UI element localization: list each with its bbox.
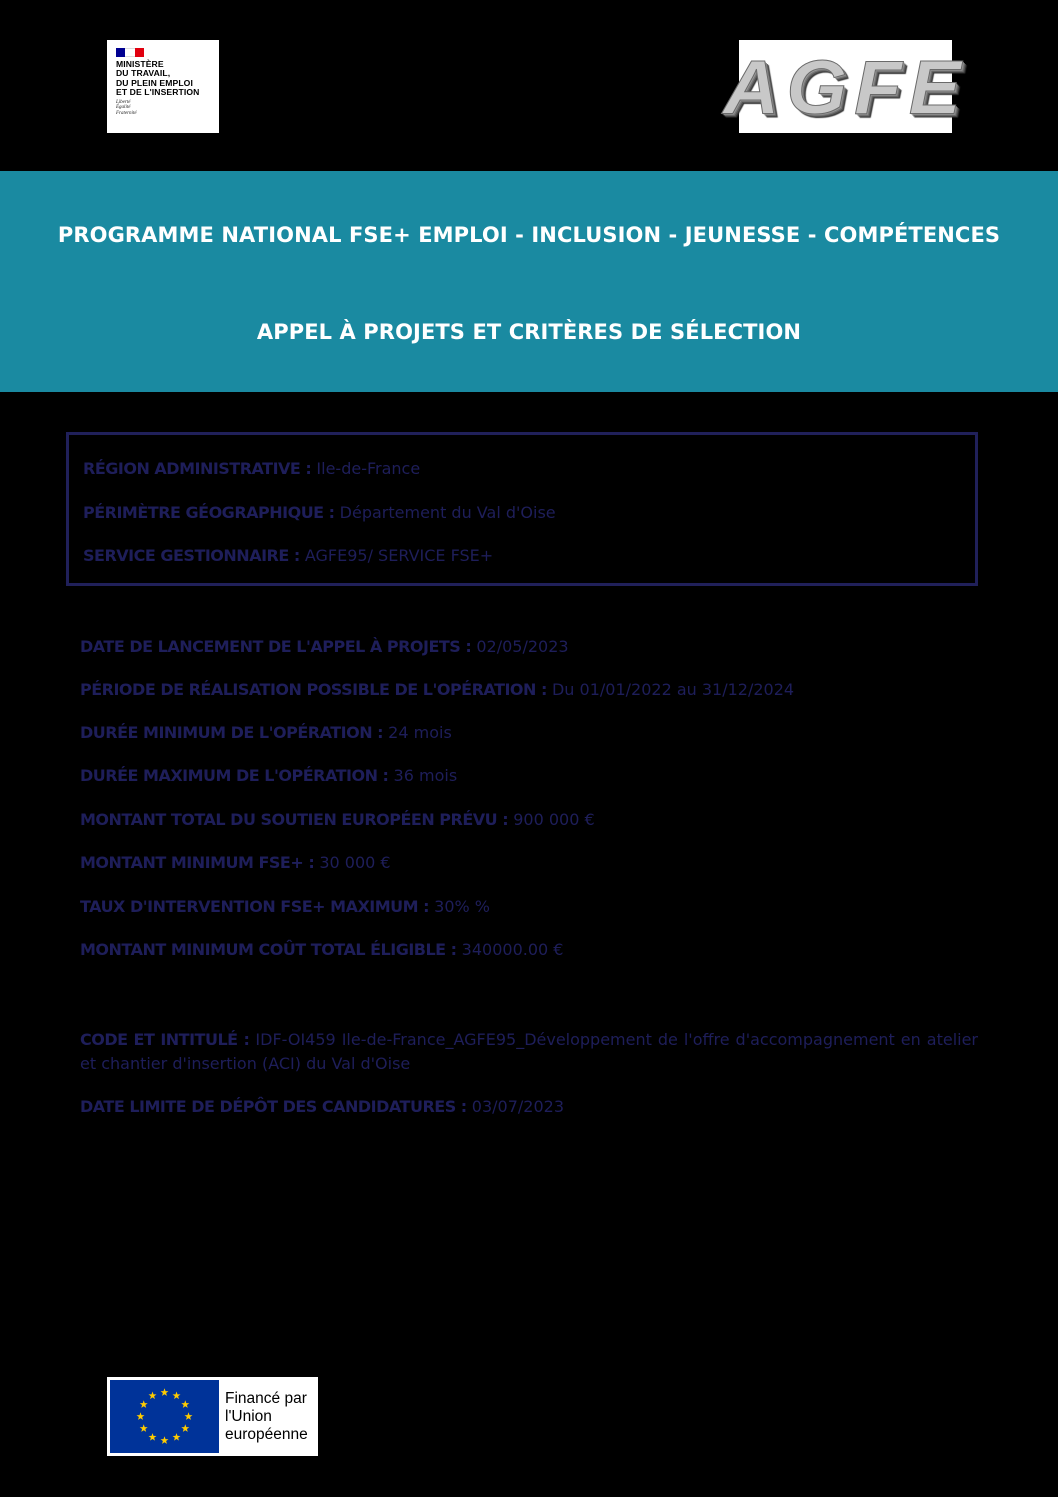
eu-text-line-2: l'Union	[225, 1407, 272, 1425]
region-info-box	[66, 432, 978, 586]
agfe-logo-text: AGFE	[723, 43, 968, 130]
perimetre-label: PÉRIMÈTRE GÉOGRAPHIQUE :	[83, 503, 335, 522]
eu-star-icon	[185, 1412, 193, 1420]
ministere-line-2: DU TRAVAIL,	[116, 68, 171, 79]
devise-egalite: Égalité	[116, 105, 131, 111]
deadline-label: DATE LIMITE DE DÉPÔT DES CANDIDATURES :	[80, 1097, 467, 1116]
eu-star-icon	[137, 1412, 145, 1420]
taux-value: 30% %	[434, 897, 490, 916]
duree-min-value: 24 mois	[388, 723, 452, 742]
date-lancement-value: 02/05/2023	[476, 637, 569, 656]
montant-total-label: MONTANT TOTAL DU SOUTIEN EUROPÉEN PRÉVU :	[80, 810, 509, 829]
eu-flag-icon	[110, 1380, 219, 1453]
code-label: CODE ET INTITULÉ :	[80, 1030, 250, 1049]
ministere-line-1: MINISTÈRE	[116, 59, 164, 69]
duree-max-line	[80, 766, 457, 785]
devise-liberte: Liberté	[116, 99, 131, 105]
eu-star-icon	[149, 1433, 157, 1441]
ministere-line-4: ET DE L'INSERTION	[116, 87, 200, 98]
eu-star-icon	[173, 1392, 181, 1400]
deadline-line	[80, 1097, 564, 1116]
region-line	[83, 459, 420, 478]
eu-star-icon	[140, 1424, 148, 1432]
service-value: AGFE95/ SERVICE FSE+	[304, 546, 494, 565]
cout-total-value: 340000.00 €	[461, 940, 564, 959]
cout-total-label: MONTANT MINIMUM COÛT TOTAL ÉLIGIBLE :	[80, 940, 457, 959]
montant-min-label: MONTANT MINIMUM FSE+ :	[80, 853, 315, 872]
title-banner	[0, 171, 1058, 392]
taux-label: TAUX D'INTERVENTION FSE+ MAXIMUM :	[80, 897, 430, 916]
region-value: Ile-de-France	[316, 459, 421, 478]
eu-funding-text	[225, 1390, 308, 1444]
eu-text-line-3: européenne	[225, 1425, 308, 1443]
eu-star-icon	[161, 1388, 169, 1396]
taux-line	[80, 897, 490, 916]
region-label: RÉGION ADMINISTRATIVE :	[83, 459, 312, 478]
perimetre-value: Département du Val d'Oise	[339, 503, 556, 522]
eu-text-line-1: Financé par	[225, 1389, 307, 1407]
eu-star-icon	[173, 1433, 181, 1441]
periode-line	[80, 680, 794, 699]
eu-star-icon	[140, 1400, 148, 1408]
date-lancement-line	[80, 637, 569, 656]
service-label: SERVICE GESTIONNAIRE :	[83, 546, 300, 565]
code-intitule	[80, 1028, 978, 1076]
cout-total-line	[80, 940, 563, 959]
ministere-logo	[107, 40, 219, 133]
montant-min-line	[80, 853, 391, 872]
periode-value: Du 01/01/2022 au 31/12/2024	[551, 680, 795, 699]
devise-fraternite: Fraternité	[116, 110, 137, 116]
date-lancement-label: DATE DE LANCEMENT DE L'APPEL À PROJETS :	[80, 637, 472, 656]
eu-funding-logo	[107, 1377, 318, 1456]
montant-min-value: 30 000 €	[319, 853, 391, 872]
service-line	[83, 546, 493, 565]
perimetre-line	[83, 503, 556, 522]
eu-stars	[110, 1380, 219, 1453]
eu-star-icon	[149, 1392, 157, 1400]
eu-star-icon	[161, 1436, 169, 1444]
deadline-value: 03/07/2023	[471, 1097, 565, 1116]
banner-subtitle: APPEL À PROJETS ET CRITÈRES DE SÉLECTION	[256, 320, 802, 344]
periode-label: PÉRIODE DE RÉALISATION POSSIBLE DE L'OPÉRATION :	[80, 680, 547, 699]
agfe-logo	[723, 40, 968, 133]
montant-total-value: 900 000 €	[513, 810, 595, 829]
eu-star-icon	[181, 1424, 189, 1432]
duree-min-label: DURÉE MINIMUM DE L'OPÉRATION :	[80, 723, 384, 742]
banner-title: PROGRAMME NATIONAL FSE+ EMPLOI - INCLUSION - JEUNESSE - COMPÉTENCES	[57, 223, 1001, 247]
ministere-line-3: DU PLEIN EMPLOI	[116, 77, 193, 88]
eu-star-icon	[181, 1400, 189, 1408]
devise	[116, 100, 211, 117]
code-value: IDF-OI459 Ile-de-France_AGFE95_Développement de l'offre d'accompagnement en atelier et chantier d'insertion (ACI) du Val d'Oise	[80, 1030, 978, 1073]
french-flag-icon	[116, 48, 144, 57]
duree-max-label: DURÉE MAXIMUM DE L'OPÉRATION :	[80, 766, 389, 785]
duree-min-line	[80, 723, 452, 742]
duree-max-value: 36 mois	[393, 766, 458, 785]
montant-total-line	[80, 810, 595, 829]
